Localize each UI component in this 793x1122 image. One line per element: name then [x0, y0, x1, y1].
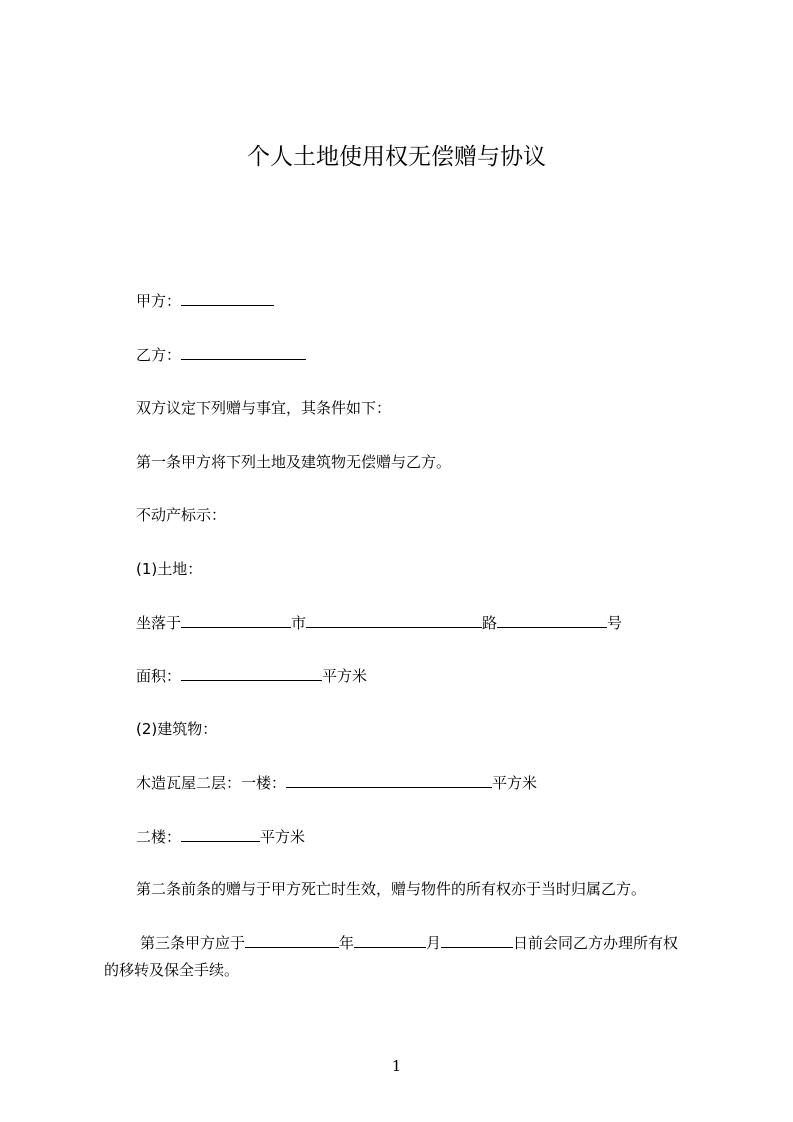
area-label: 面积： [136, 667, 182, 685]
article-1: 第一条甲方将下列土地及建筑物无偿赠与乙方。 [136, 453, 452, 471]
article-3-month: 月 [426, 934, 442, 952]
location-prefix: 坐落于 [136, 614, 182, 632]
location-blank-3[interactable] [497, 612, 607, 628]
party-b-line [136, 344, 306, 365]
location-line [136, 612, 622, 633]
party-b-blank[interactable] [181, 344, 306, 360]
property-heading: 不动产标示： [136, 506, 227, 524]
floor-2-label: 二楼： [136, 828, 182, 846]
party-a-line [136, 290, 274, 311]
article-3-prefix: 第三条甲方应于 [140, 934, 246, 952]
article-3-year: 年 [339, 934, 355, 952]
floor-1-line [136, 772, 537, 793]
floor-2-blank[interactable] [181, 826, 260, 842]
intro-paragraph: 双方议定下列赠与事宜，其条件如下： [136, 399, 392, 417]
area-line [136, 665, 367, 686]
floor-2-unit: 平方米 [260, 828, 306, 846]
article-3-day-blank[interactable] [441, 932, 513, 948]
page-number: 1 [391, 1057, 402, 1075]
article-3-year-blank[interactable] [245, 932, 339, 948]
article-3-line [140, 932, 678, 953]
area-blank[interactable] [181, 665, 322, 681]
floor-1-label: 木造瓦屋二层：一楼： [136, 774, 287, 792]
article-3-month-blank[interactable] [354, 932, 426, 948]
party-a-label: 甲方： [136, 292, 182, 310]
location-number: 号 [607, 614, 623, 632]
location-city: 市 [291, 614, 307, 632]
land-heading: (1)土地： [136, 560, 203, 578]
location-blank-1[interactable] [181, 612, 291, 628]
floor-1-blank[interactable] [286, 772, 492, 788]
article-2: 第二条前条的赠与于甲方死亡时生效，赠与物件的所有权亦于当时归属乙方。 [136, 880, 647, 898]
location-road: 路 [482, 614, 498, 632]
floor-1-unit: 平方米 [492, 774, 538, 792]
party-a-blank[interactable] [181, 290, 274, 306]
location-blank-2[interactable] [306, 612, 482, 628]
party-b-label: 乙方： [136, 346, 182, 364]
building-heading: (2)建筑物： [136, 720, 218, 738]
area-unit: 平方米 [322, 667, 368, 685]
floor-2-line [136, 826, 305, 847]
page-title: 个人土地使用权无偿赠与协议 [247, 144, 546, 170]
article-3-suffix: 日前会同乙方办理所有权 [513, 934, 679, 952]
article-3-continuation: 的移转及保全手续。 [104, 961, 240, 979]
